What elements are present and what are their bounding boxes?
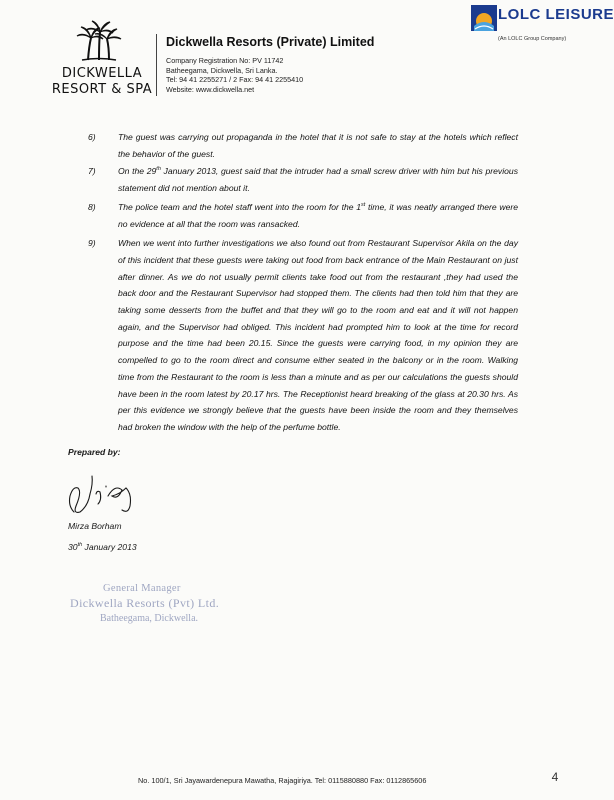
footer-address: No. 100/1, Sri Jayawardenepura Mawatha, Rajagiriya. Tel: 0115880880 Fax: 0112865606 [138,776,427,785]
prepared-by-label: Prepared by: [68,447,121,457]
item-text-start: On the 29 [118,166,157,177]
company-phone-fax: Tel: 94 41 2255271 / 2 Fax: 94 41 2255410 [166,75,304,85]
logo-subtitle-line: RESORT & SPA [51,82,153,97]
company-name: Dickwella Resorts (Private) Limited [166,35,375,49]
item-number: 7) [88,166,96,177]
statement-item-9 [88,235,518,435]
lolc-wordmark: LOLC LEISURE [498,6,614,23]
company-stamp [70,583,219,624]
company-address: Batheegama, Dickwella, Sri Lanka. [166,65,278,75]
date-month-year: January 2013 [82,542,137,552]
statement-item-6 [88,129,518,162]
item-number: 6) [88,132,96,142]
statement-item-7 [88,163,518,196]
item-text-end: time, it was neatly arranged there were no evidence at all that the room was ransacked. [118,201,518,229]
signer-name: Mirza Borham [68,521,122,531]
dickwella-logo [46,20,156,100]
company-details [166,56,303,94]
ordinal-suffix: st [361,201,366,208]
handwritten-signature [60,466,150,522]
lolc-emblem-icon [470,4,498,32]
date-ordinal-suffix: th [77,542,83,549]
item-number: 8) [88,201,96,212]
statement-body [88,129,518,436]
stamp-title: General Manager [103,583,181,594]
item-text: The guest was carrying out propaganda in the hotel that it is not safe to stay at the hotels which reflect the behavior of the guest. [118,132,518,159]
page-corner-mark: 4 [551,770,559,784]
ordinal-suffix: th [156,166,161,173]
statement-item-8 [88,199,518,232]
signature-date [68,542,137,552]
lolc-group-caption: (An LOLC Group Company) [498,36,567,42]
item-text-start: The police team and the hotel staff went into the room for the 1 [118,201,362,212]
item-number: 9) [88,238,96,249]
palm-trees-icon [74,20,124,64]
item-text-end: January 2013, guest said that the intruder had a small screw driver with him but his previous statement did not mention about it. [118,166,518,194]
stamp-company: Dickwella Resorts (Pvt) Ltd. [70,596,220,610]
logo-name-line: DICKWELLA [61,66,143,81]
lolc-leisure-logo [462,0,614,48]
stamp-location: Batheegama, Dickwella. [100,613,199,624]
item-text: When we went into further investigations we also found out from Restaurant Supervisor Akila on the day of this incident that these guests were taking out food from back entrance of the Main Restaurant on just after dinner. As we do not usually permit clients take food out from the restaurant ,they had used the back door and the Restaurant Supervisor had stopped them. The clients had then told him that they are taking some desserts from the buffet and that they will go to the room and eat and it will not happen again, and the Supervisor had obliged. This incident had prompted him to look at the time for record purpose and the time had been 20.15. Since the guests were carrying food, in my opinion they are compelled to go to the room direct and consume either seated in the balcony or in the room. Walking time from the Restaurant to the room is less than a minute and as per our calculations the guests should have been in the room latest by 20.17 hrs. The Receptionist heard breaking of the glass at 20.30 hrs. As per this evidence we strongly believe that the guests have been inside the room and they themselves had broken the window with the help of the perfume bottle. [118,238,518,432]
date-day: 30 [68,542,78,552]
company-registration: Company Registration No: PV 11742 [166,56,284,65]
header-divider [156,34,157,96]
company-website: Website: www.dickwella.net [166,84,255,94]
